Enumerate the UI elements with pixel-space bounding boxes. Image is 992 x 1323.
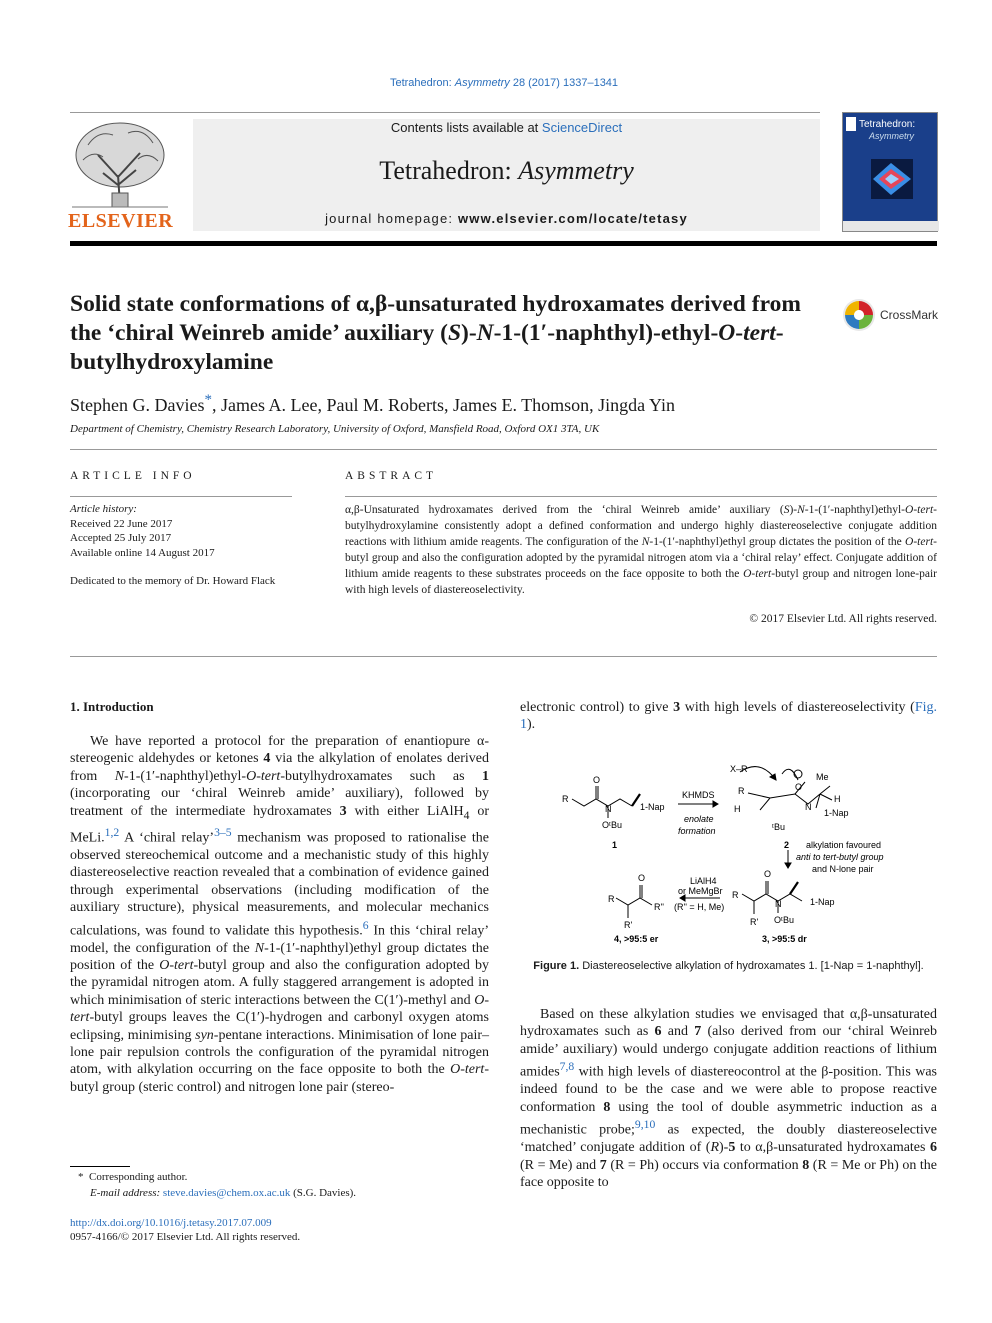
- fig-rpp: R'': [654, 902, 664, 912]
- corresponding-star[interactable]: *: [204, 392, 212, 408]
- fig-otbu1: OᵗBu: [602, 820, 622, 830]
- contents-line: [193, 120, 820, 135]
- email-after: (S.G. Davies).: [290, 1187, 357, 1199]
- fig-note-2: anti to tert-butyl group: [796, 852, 884, 862]
- article-title: Solid state conformations of α,β-unsaturated hydroxamates derived from the ‘chiral Weinreb amide’ auxiliary (S)-N-1-(1′-naphthyl)-ethyl-O-tert-butylhydroxylamine: [70, 291, 801, 375]
- article-history: [70, 502, 292, 589]
- fig-r3: R: [732, 890, 739, 900]
- author-first: Stephen G. Davies: [70, 395, 205, 415]
- cover-subtitle: Asymmetry: [869, 131, 914, 141]
- history-label: Article history:: [70, 503, 137, 515]
- crossmark-label: CrossMark: [880, 308, 939, 322]
- abstract-text: α,β-Unsaturated hydroxamates derived from the ‘chiral Weinreb amide’ auxiliary (S)-N-1-(1′-naphthyl)ethyl-O-tert-butylhydroxylamine consistently adopt a defined conformation and undergo highly diastereoselective conjugate addition reactions with lithium amide reagents. The configuration of the N-1-(1′-naphthyl)ethyl group dictates the position of the O-tert-butyl group and also the configuration adopted by the pyramidal nitrogen atom via a ‘chiral relay’ effect. Conjugate addition of lithium amide reagents to these substrates proceeds on the face opposite to both the O-tert-butyl group and nitrogen lone-pair with high levels of diastereoselectivity.: [345, 504, 937, 596]
- cover-art-icon: [871, 159, 913, 199]
- journal-cover: [842, 112, 938, 232]
- fig-tbu2: ᵗBu: [772, 822, 785, 832]
- fig-note-1: alkylation favoured: [806, 840, 882, 850]
- section-heading-introduction: 1. Introduction: [70, 699, 154, 714]
- citation-rest: 28 (2017) 1337–1341: [509, 77, 619, 89]
- dedication: Dedicated to the memory of Dr. Howard Flack: [70, 575, 276, 587]
- contents-prefix: Contents lists available at: [390, 120, 542, 135]
- article-info-heading: ARTICLE INFO: [70, 470, 196, 482]
- fig-n1: N: [605, 804, 612, 814]
- fig-n3: N: [775, 899, 782, 909]
- fig-nap1: 1-Nap: [640, 802, 665, 812]
- received-date: Received 22 June 2017: [70, 517, 173, 530]
- footnote-star: *: [78, 1171, 84, 1183]
- figure-1-caption: [520, 960, 937, 972]
- fig-enolate: enolate: [684, 814, 714, 824]
- fig-h2b: H: [834, 794, 841, 804]
- fig-o3: O: [764, 869, 772, 879]
- crossmark-icon: [842, 298, 876, 332]
- fig-compound-2: 2: [784, 840, 790, 850]
- authors-rest: , James A. Lee, Paul M. Roberts, James E. Thomson, Jingda Yin: [211, 395, 675, 415]
- caption-text: Diastereoselective alkylation of hydroxamates 1. [1-Nap = 1-naphthyl].: [579, 960, 924, 972]
- fig-compound-4: 4, >95:5 er: [614, 934, 659, 944]
- citation-line[interactable]: [0, 77, 992, 89]
- fig-rp3: R': [750, 917, 759, 927]
- homepage-url[interactable]: www.elsevier.com/locate/tetasy: [458, 211, 688, 226]
- authors-line: [70, 392, 675, 416]
- fig-o2: O: [795, 782, 803, 792]
- fig-o1: O: [593, 775, 601, 785]
- abstract-rule: [345, 496, 937, 497]
- email-link[interactable]: steve.davies@chem.ox.ac.uk: [162, 1187, 291, 1199]
- fig-o4: O: [638, 873, 646, 883]
- corresponding-footnote: [78, 1171, 187, 1183]
- fig-formation: formation: [678, 826, 716, 836]
- affiliation: Department of Chemistry, Chemistry Research Laboratory, University of Oxford, Mansfield Road, Oxford OX1 3TA, UK: [70, 423, 600, 435]
- rule-above-info: [70, 449, 937, 450]
- fig-r1: R: [562, 794, 569, 804]
- fig-r2: R: [738, 786, 745, 796]
- header-thick-rule: [70, 241, 937, 246]
- fig-otbu3: OᵗBu: [774, 915, 794, 925]
- fig-h2: H: [734, 804, 741, 814]
- fig-note-3: and N-lone pair: [812, 864, 874, 874]
- journal-name-plain: Tetrahedron:: [379, 156, 519, 185]
- email-footnote: [90, 1187, 356, 1199]
- fig-me2: Me: [816, 772, 829, 782]
- fig-nap2: 1-Nap: [824, 808, 849, 818]
- fig-nap3: 1-Nap: [810, 897, 835, 907]
- fig-compound-1: 1: [612, 840, 618, 850]
- cover-logo-icon: [846, 117, 856, 131]
- rule-below-abstract: [70, 656, 937, 657]
- online-date: Available online 14 August 2017: [70, 546, 215, 559]
- fig-xr: X–R: [730, 764, 748, 774]
- footnote-rule: [70, 1166, 130, 1167]
- issn-line: 0957-4166/© 2017 Elsevier Ltd. All rights reserved.: [70, 1231, 301, 1243]
- caption-label: Figure 1.: [533, 960, 580, 972]
- fig-ormemgbr: or MeMgBr: [678, 886, 723, 896]
- figure-1-scheme: [520, 750, 937, 950]
- citation-journal: Tetrahedron:: [389, 77, 455, 89]
- fig-conditions: (R'' = H, Me): [674, 902, 725, 912]
- citation-journal-italic: Asymmetry: [454, 77, 510, 89]
- accepted-date: Accepted 25 July 2017: [70, 532, 172, 544]
- corresponding-text: Corresponding author.: [89, 1171, 188, 1183]
- intro-paragraph-2: Based on these alkylation studies we envisaged that α,β-unsaturated hydroxamates such as 6 and 7 (also derived from our ‘chiral Weinreb amide’ auxiliary) would undergo conjugate addition reactions of lithium amides$^{7,8}$ with high levels of diastereocontrol at the β-position. This was indeed found to be the case and we were able to propose reactive conformation 8 using the tool of double asymmetric induction as a mechanistic probe;$^{9,10}$ as expected, the doubly diastereoselective ‘matched’ conjugate addition of (R)-5 to α,β-unsaturated hydroxamates 6 (R = Me) and 7 (R = Ph) occurs via conformation 8 (R = Me or Ph) on the face opposite to: [520, 1007, 938, 1190]
- fig-khmds: KHMDS: [682, 790, 715, 800]
- homepage-prefix: journal homepage:: [325, 211, 458, 226]
- fig-compound-3: 3, >95:5 dr: [762, 934, 807, 944]
- abstract-copyright: © 2017 Elsevier Ltd. All rights reserved.: [749, 613, 937, 625]
- intro-paragraph-1-cont: electronic control) to give 3 with high levels of diastereoselectivity (Fig. 1).: [520, 700, 937, 733]
- fig-r4: R: [608, 894, 615, 904]
- intro-paragraph-1: We have reported a protocol for the preparation of enantiopure α-stereogenic aldehydes or ketones 4 via the alkylation of enolates derived from N-1-(1′-naphthyl)ethyl-O-tert-butylhydroxamates such as 1 (incorporating our ‘chiral Weinreb amide’ auxiliary), followed by treatment of the intermediate hydroxamates 3 with either LiAlH$_4$ or MeLi.$^{1,2}$ A ‘chiral relay’$^{3-5}$ mechanism was proposed to rationalise the observed stereochemical outcome and a mechanistic study of this highly diastereoselective reaction revealed that a combination of evidence gained through experimental observations (including modification of the auxiliary structure), physical measurements, and molecular mechanics calculations, was found to validate this hypothesis.$^6$ In this ‘chiral relay’ model, the configuration of the N-1-(1′-naphthyl)ethyl group dictates the position of the O-tert-butyl group and also the configuration adopted by the pyramidal nitrogen atom. A fully staggered arrangement is adopted in which minimisation of steric interactions between the C(1′)-methyl and O-tert-butyl groups leaves the C(1′)-hydrogen and carbonyl oxygen atoms eclipsing, minimising syn-pentane interactions. Minimisation of lone pair–lone pair repulsion controls the configuration of the pyramidal nitrogen atom, with alkylation occurring on the face opposite to both the O-tert-butyl group (steric control) and nitrogen lone pair (stereo-: [70, 734, 490, 1095]
- header-top-rule: [70, 112, 820, 113]
- cover-footer: [843, 221, 939, 231]
- journal-name-italic: Asymmetry: [518, 156, 634, 185]
- email-label: E-mail address:: [90, 1187, 161, 1199]
- sciencedirect-link[interactable]: ScienceDirect: [541, 120, 623, 135]
- fig-n2: N: [805, 802, 812, 812]
- article-info-rule: [70, 496, 292, 497]
- fig-lialh4: LiAlH4: [690, 876, 717, 886]
- elsevier-wordmark: ELSEVIER: [68, 210, 174, 232]
- journal-name: [193, 156, 820, 186]
- abstract-heading: ABSTRACT: [345, 470, 438, 482]
- doi-link[interactable]: http://dx.doi.org/10.1016/j.tetasy.2017.07.009: [70, 1217, 272, 1229]
- journal-homepage[interactable]: [193, 211, 820, 226]
- crossmark-badge[interactable]: [842, 298, 942, 334]
- cover-title: Tetrahedron:: [859, 119, 916, 130]
- fig-rp4: R': [624, 920, 633, 930]
